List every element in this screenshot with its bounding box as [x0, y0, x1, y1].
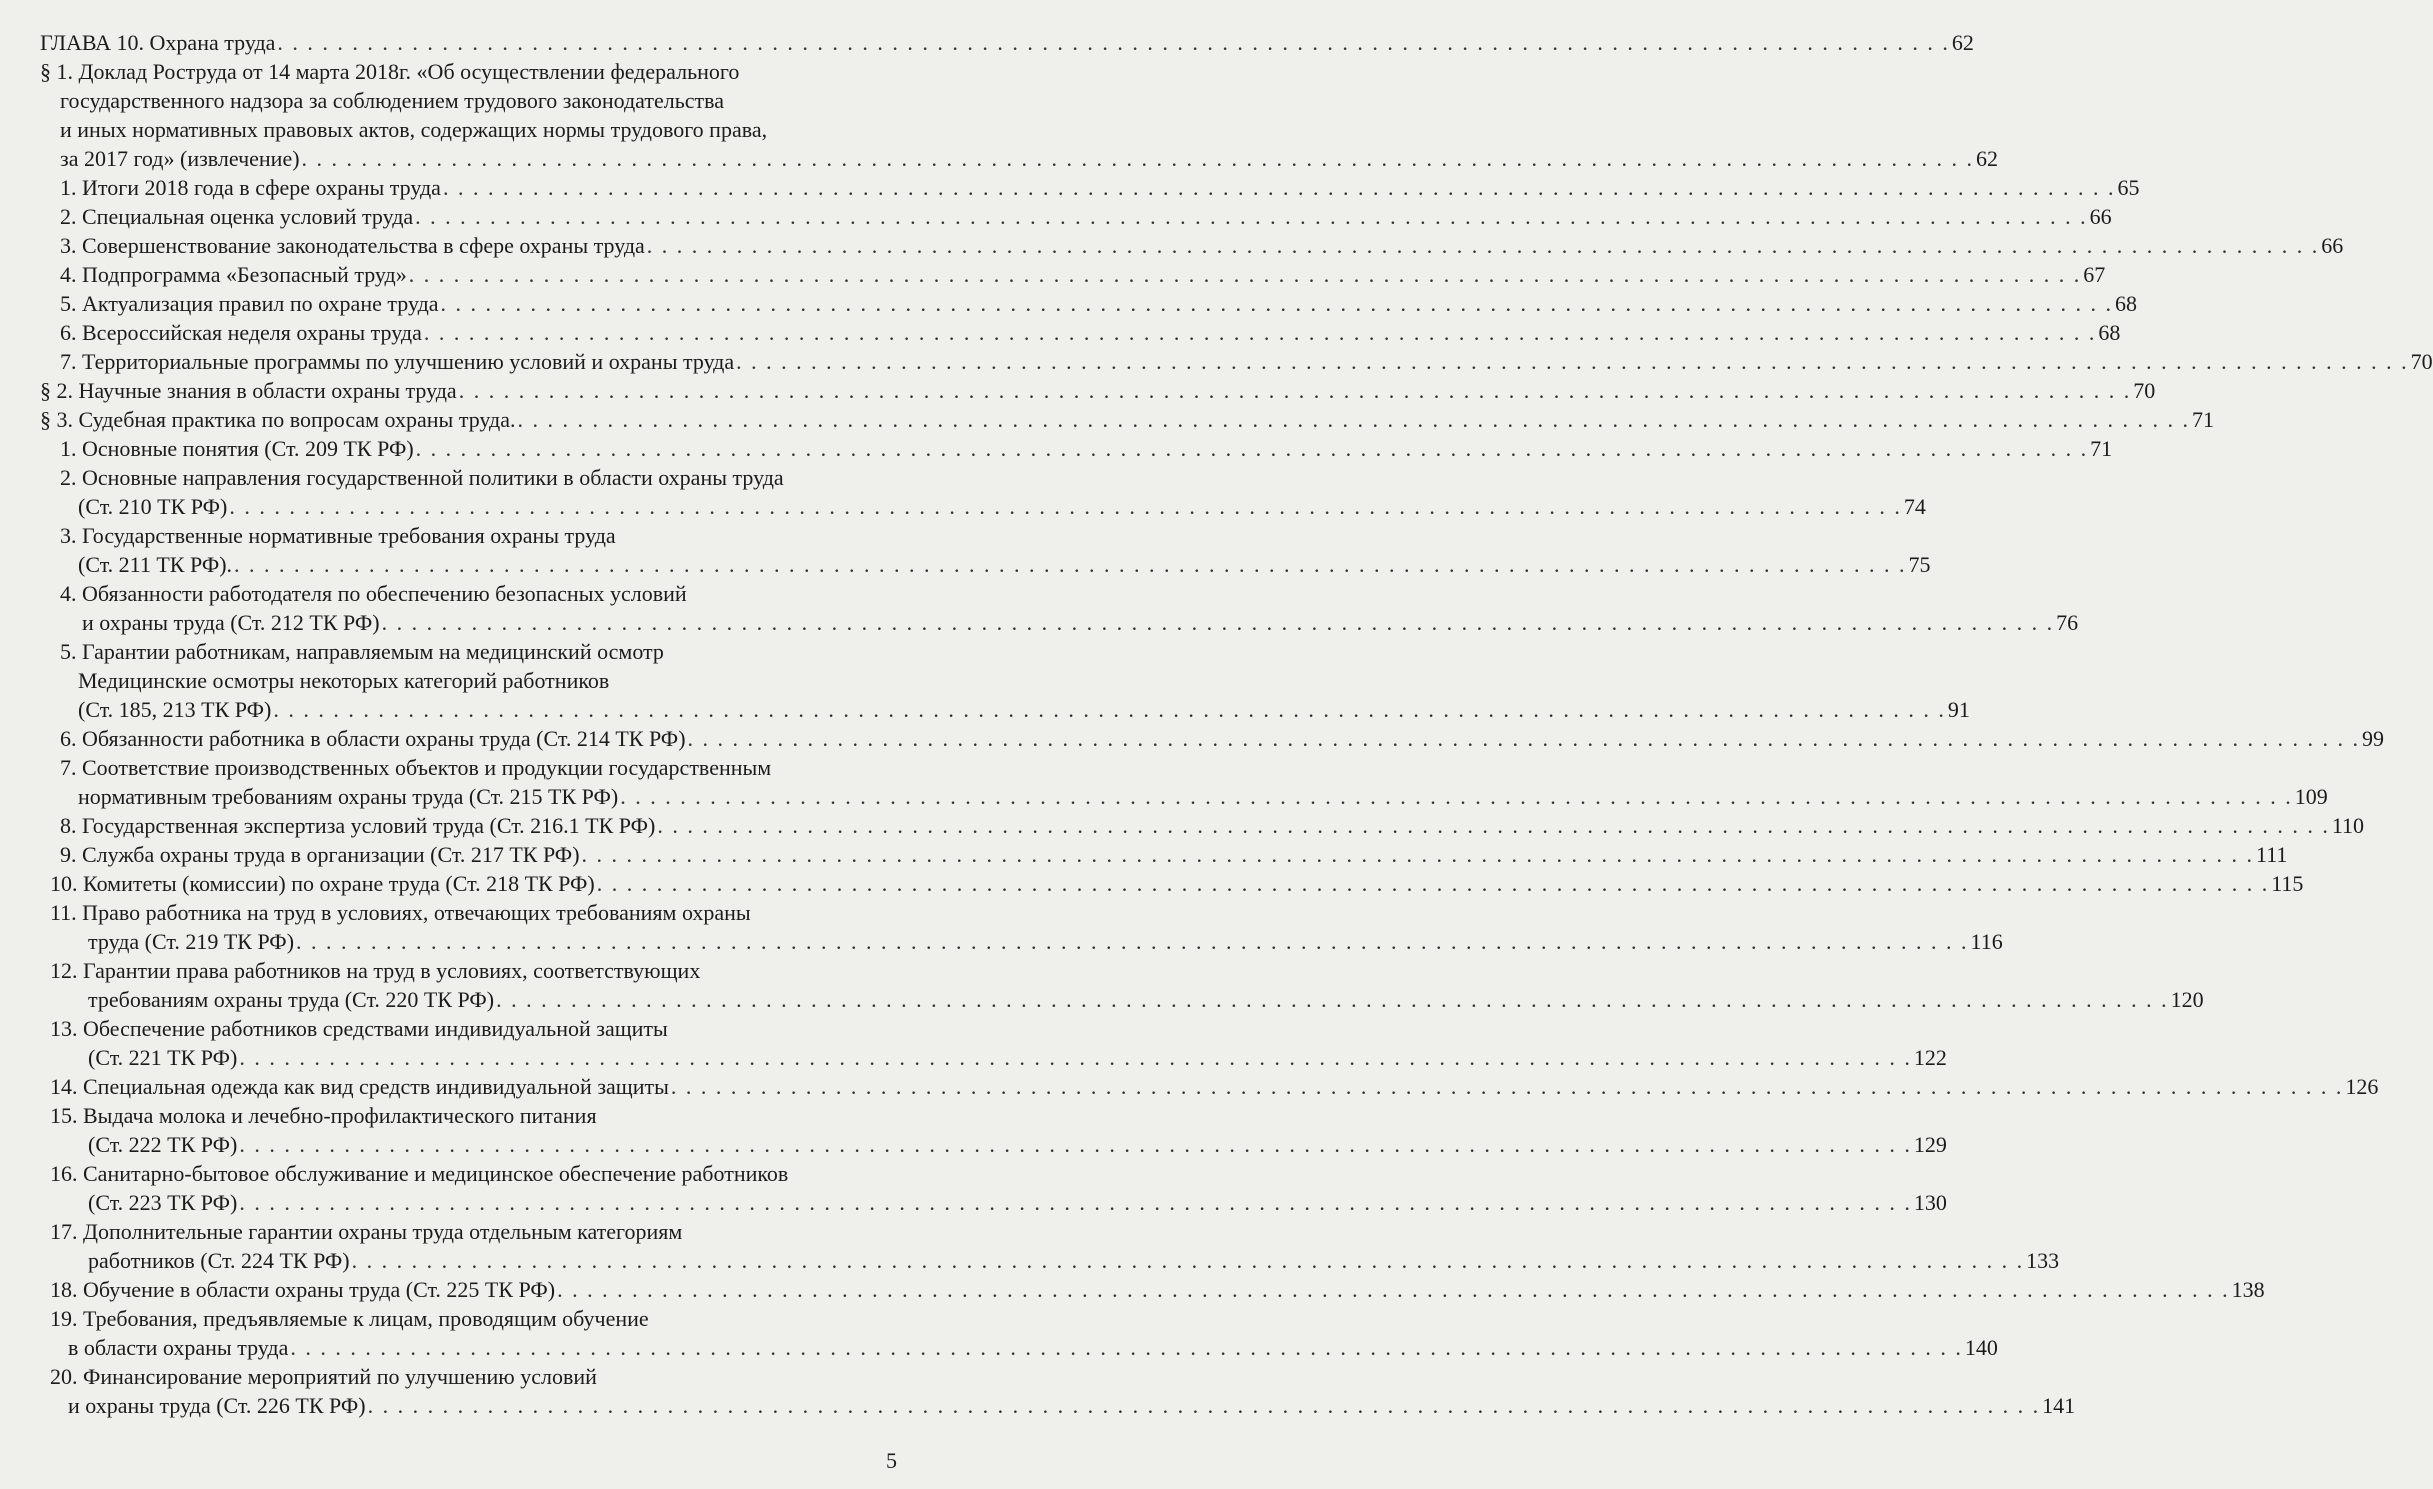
toc-entry-page: 99 [2362, 726, 2385, 751]
leader-dots: . . . . . . . . . . . . . . . . . . . . . . . . . . . . . . . . . . . . . . . . . . . . . . . . . . . . . . . . . . . . . . . . . . . . . . . . . . . . . . . . . . . . . . . . . . . . . . . . . . . . . . . . . . . . . . . . [277, 30, 1950, 55]
toc-entry-page: 67 [2083, 262, 2106, 287]
toc-entry-title: 3. Государственные нормативные требования охраны труда [60, 523, 616, 548]
toc-entry-title: 6. Обязанности работника в области охраны труда (Ст. 214 ТК РФ) [60, 726, 686, 751]
leader-dots: . . . . . . . . . . . . . . . . . . . . . . . . . . . . . . . . . . . . . . . . . . . . . . . . . . . . . . . . . . . . . . . . . . . . . . . . . . . . . . . . . . . . . . . . . . . . . . . . . . . . . . . . . . . . . . . . [273, 697, 1946, 722]
leader-dots: . . . . . . . . . . . . . . . . . . . . . . . . . . . . . . . . . . . . . . . . . . . . . . . . . . . . . . . . . . . . . . . . . . . . . . . . . . . . . . . . . . . . . . . . . . . . . . . . . . . . . . . . . . . . . . . . [239, 1190, 1912, 1215]
toc-entry-line [0, 434, 2113, 463]
toc-entry-title: § 1. Доклад Роструда от 14 марта 2018г. «Об осуществлении федерального [40, 59, 740, 84]
toc-entry[interactable] [0, 1072, 2379, 1101]
leader-dots: . . . . . . . . . . . . . . . . . . . . . . . . . . . . . . . . . . . . . . . . . . . . . . . . . . . . . . . . . . . . . . . . . . . . . . . . . . . . . . . . . . . . . . . . . . . . . . . . . . . . . . . . . . . . . . . . [290, 1335, 1963, 1360]
leader-dots: . . . . . . . . . . . . . . . . . . . . . . . . . . . . . . . . . . . . . . . . . . . . . . . . . . . . . . . . . . . . . . . . . . . . . . . . . . . . . . . . . . . . . . . . . . . . . . . . . . . . . . . . . . . . . . . . [440, 291, 2114, 316]
page-number: 5 [886, 1448, 897, 1473]
toc-entry-line [0, 1362, 953, 1391]
toc-entry-page: 110 [2331, 813, 2365, 838]
toc-entry-page: 130 [1913, 1190, 1947, 1215]
table-of-contents [0, 28, 2433, 1420]
toc-entry-page: 141 [2042, 1393, 2076, 1418]
toc-entry-line [0, 1188, 1947, 1217]
toc-entry-line [0, 231, 2344, 260]
toc-entry[interactable] [0, 28, 1974, 57]
toc-entry-title: 16. Санитарно-бытовое обслуживание и медицинское обеспечение работников [50, 1161, 789, 1186]
toc-entry-line [0, 1275, 2265, 1304]
toc-entry-page: 65 [2117, 175, 2140, 200]
leader-dots: . . . . . . . . . . . . . . . . . . . . . . . . . . . . . . . . . . . . . . . . . . . . . . . . . . . . . . . . . . . . . . . . . . . . . . . . . . . . . . . . . . . . . . . . . . . . . . . . . . . . . . . . . . . . . . . . [239, 1045, 1912, 1070]
toc-entry-line [0, 202, 2112, 231]
toc-entry[interactable] [0, 637, 1970, 724]
toc-entry-line [0, 985, 2204, 1014]
leader-dots: . . . . . . . . . . . . . . . . . . . . . . . . . . . . . . . . . . . . . . . . . . . . . . . . . . . . . . . . . . . . . . . . . . . . . . . . . . . . . . . . . . . . . . . . . . . . . . . . . . . . . . . . . . . . . . . . [646, 233, 2320, 258]
toc-entry-title: 20. Финансирование мероприятий по улучшению условий [50, 1364, 597, 1389]
toc-entry-line [0, 347, 2433, 376]
toc-entry-line [0, 521, 953, 550]
toc-entry-line [0, 57, 953, 86]
toc-entry-title: (Ст. 185, 213 ТК РФ) [78, 697, 272, 722]
toc-entry-line [0, 1304, 953, 1333]
toc-entry-page: 70 [2410, 349, 2433, 374]
toc-entry[interactable] [0, 521, 1931, 579]
toc-entry-title: 3. Совершенствование законодательства в сфере охраны труда [60, 233, 645, 258]
toc-entry-line [0, 1391, 2076, 1420]
toc-entry-title: труда (Ст. 219 ТК РФ) [88, 929, 295, 954]
toc-entry[interactable] [0, 898, 2003, 956]
toc-entry-title: 6. Всероссийская неделя охраны труда [60, 320, 422, 345]
toc-entry-page: 62 [1976, 146, 1999, 171]
toc-entry-line [0, 115, 953, 144]
toc-entry-page: 71 [2090, 436, 2113, 461]
toc-entry-page: 122 [1913, 1045, 1947, 1070]
toc-entry-title: и охраны труда (Ст. 212 ТК РФ) [82, 610, 380, 635]
toc-entry-page: 115 [2271, 871, 2304, 896]
leader-dots: . . . . . . . . . . . . . . . . . . . . . . . . . . . . . . . . . . . . . . . . . . . . . . . . . . . . . . . . . . . . . . . . . . . . . . . . . . . . . . . . . . . . . . . . . . . . . . . . . . . . . . . . . . . . . . . . [458, 378, 2132, 403]
toc-entry[interactable] [0, 318, 2121, 347]
toc-entry-line [0, 1217, 953, 1246]
toc-entry[interactable] [0, 1304, 1998, 1362]
toc-entry-line [0, 28, 1974, 57]
toc-entry-title: 8. Государственная экспертиза условий труда (Ст. 216.1 ТК РФ) [60, 813, 656, 838]
toc-entry-title: 2. Основные направления государственной политики в области охраны труда [60, 465, 784, 490]
toc-entry-title: 7. Территориальные программы по улучшению условий и охраны труда [60, 349, 735, 374]
toc-entry[interactable] [0, 811, 2365, 840]
leader-dots: . . . . . . . . . . . . . . . . . . . . . . . . . . . . . . . . . . . . . . . . . . . . . . . . . . . . . . . . . . . . . . . . . . . . . . . . . . . . . . . . . . . . . . . . . . . . . . . . . . . . . . . . . . . . . . . . [670, 1074, 2344, 1099]
toc-entry-title: за 2017 год» (извлечение) [60, 146, 300, 171]
toc-entry-title: 18. Обучение в области охраны труда (Ст. 225 ТК РФ) [50, 1277, 556, 1302]
toc-entry-page: 68 [2098, 320, 2121, 345]
leader-dots: . . . . . . . . . . . . . . . . . . . . . . . . . . . . . . . . . . . . . . . . . . . . . . . . . . . . . . . . . . . . . . . . . . . . . . . . . . . . . . . . . . . . . . . . . . . . . . . . . . . . . . . . . . . . . . . . [296, 929, 1969, 954]
toc-entry-title: 5. Гарантии работникам, направляемым на медицинский осмотр [60, 639, 664, 664]
toc-entry-page: 75 [1908, 552, 1931, 577]
toc-entry-page: 62 [1951, 30, 1974, 55]
toc-entry-title: 11. Право работника на труд в условиях, отвечающих требованиям охраны [50, 900, 751, 925]
leader-dots: . . . . . . . . . . . . . . . . . . . . . . . . . . . . . . . . . . . . . . . . . . . . . . . . . . . . . . . . . . . . . . . . . . . . . . . . . . . . . . . . . . . . . . . . . . . . . . . . . . . . . . . . . . . . . . . . [442, 175, 2116, 200]
toc-entry-line [0, 260, 2106, 289]
toc-entry[interactable] [0, 956, 2204, 1014]
toc-entry[interactable] [0, 1159, 1947, 1217]
toc-entry[interactable] [0, 579, 2079, 637]
toc-entry-page: 91 [1947, 697, 1970, 722]
toc-entry-title: и охраны труда (Ст. 226 ТК РФ) [68, 1393, 366, 1418]
toc-entry[interactable] [0, 724, 2385, 753]
toc-entry-line [0, 869, 2304, 898]
toc-entry[interactable] [0, 289, 2138, 318]
leader-dots: . . . . . . . . . . . . . . . . . . . . . . . . . . . . . . . . . . . . . . . . . . . . . . . . . . . . . . . . . . . . . . . . . . . . . . . . . . . . . . . . . . . . . . . . . . . . . . . . . . . . . . . . . . . . . . . . [657, 813, 2330, 838]
toc-entry-title: требованиям охраны труда (Ст. 220 ТК РФ) [88, 987, 495, 1012]
toc-entry[interactable] [0, 405, 2214, 434]
toc-entry-title: работников (Ст. 224 ТК РФ) [88, 1248, 350, 1273]
toc-entry-page: 126 [2345, 1074, 2379, 1099]
toc-entry-line [0, 898, 953, 927]
toc-entry-title: 1. Итоги 2018 года в сфере охраны труда [60, 175, 441, 200]
leader-dots: . . . . . . . . . . . . . . . . . . . . . . . . . . . . . . . . . . . . . . . . . . . . . . . . . . . . . . . . . . . . . . . . . . . . . . . . . . . . . . . . . . . . . . . . . . . . . . . . . . . . . . . . . . . . . . . . [229, 494, 1902, 519]
toc-entry-page: 66 [2089, 204, 2112, 229]
toc-entry-page: 133 [2026, 1248, 2060, 1273]
leader-dots: . . . . . . . . . . . . . . . . . . . . . . . . . . . . . . . . . . . . . . . . . . . . . . . . . . . . . . . . . . . . . . . . . . . . . . . . . . . . . . . . . . . . . . . . . . . . . . . . . . . . . . . . . . . . . . . . [496, 987, 2169, 1012]
toc-entry-title: § 3. Судебная практика по вопросам охраны труда. [40, 407, 516, 432]
toc-entry-title: 7. Соответствие производственных объектов и продукции государственным [60, 755, 772, 780]
leader-dots: . . . . . . . . . . . . . . . . . . . . . . . . . . . . . . . . . . . . . . . . . . . . . . . . . . . . . . . . . . . . . . . . . . . . . . . . . . . . . . . . . . . . . . . . . . . . . . . . . . . . . . . . . . . . . . . . [415, 204, 2088, 229]
toc-entry-title: 4. Подпрограмма «Безопасный труд» [60, 262, 407, 287]
toc-entry-line [0, 173, 2140, 202]
toc-entry-title: 1. Основные понятия (Ст. 209 ТК РФ) [60, 436, 414, 461]
toc-entry[interactable] [0, 173, 2140, 202]
leader-dots: . . . . . . . . . . . . . . . . . . . . . . . . . . . . . . . . . . . . . . . . . . . . . . . . . . . . . . . . . . . . . . . . . . . . . . . . . . . . . . . . . . . . . . . . . . . . . . . . . . . . . . . . . . . . . . . . [423, 320, 2097, 345]
leader-dots: . . . . . . . . . . . . . . . . . . . . . . . . . . . . . . . . . . . . . . . . . . . . . . . . . . . . . . . . . . . . . . . . . . . . . . . . . . . . . . . . . . . . . . . . . . . . . . . . . . . . . . . . . . . . . . . . [351, 1248, 2025, 1273]
toc-entry-line [0, 724, 2385, 753]
toc-entry-title: в области охраны труда [68, 1335, 289, 1360]
toc-entry-page: 66 [2321, 233, 2344, 258]
toc-entry-title: 15. Выдача молока и лечебно-профилактического питания [50, 1103, 597, 1128]
toc-entry-line [0, 550, 1931, 579]
toc-entry-title: и иных нормативных правовых актов, содержащих нормы трудового права, [60, 117, 768, 142]
toc-entry-title: государственного надзора за соблюдением трудового законодательства [60, 88, 724, 113]
toc-entry-title: (Ст. 210 ТК РФ) [78, 494, 228, 519]
toc-entry-title: 13. Обеспечение работников средствами индивидуальной защиты [50, 1016, 668, 1041]
toc-entry-line [0, 86, 953, 115]
toc-entry-line [0, 1159, 953, 1188]
toc-entry-line [0, 144, 1999, 173]
toc-entry-line [0, 376, 2156, 405]
toc-entry[interactable] [0, 376, 2156, 405]
toc-entry-line [0, 666, 953, 695]
leader-dots: . . . . . . . . . . . . . . . . . . . . . . . . . . . . . . . . . . . . . . . . . . . . . . . . . . . . . . . . . . . . . . . . . . . . . . . . . . . . . . . . . . . . . . . . . . . . . . . . . . . . . . . . . . . . . . . . [367, 1393, 2041, 1418]
toc-entry-title: 19. Требования, предъявляемые к лицам, проводящим обучение [50, 1306, 649, 1331]
leader-dots: . . . . . . . . . . . . . . . . . . . . . . . . . . . . . . . . . . . . . . . . . . . . . . . . . . . . . . . . . . . . . . . . . . . . . . . . . . . . . . . . . . . . . . . . . . . . . . . . . . . . . . . . . . . . . . . . [381, 610, 2055, 635]
toc-entry-line [0, 1130, 1947, 1159]
toc-entry-line [0, 579, 953, 608]
toc-entry-title: § 2. Научные знания в области охраны труда [40, 378, 457, 403]
toc-entry-line [0, 782, 2328, 811]
toc-entry-title: 5. Актуализация правил по охране труда [60, 291, 439, 316]
toc-entry[interactable] [0, 1275, 2265, 1304]
toc-entry-line [0, 637, 953, 666]
toc-entry[interactable] [0, 463, 1926, 521]
toc-entry[interactable] [0, 1101, 1947, 1159]
toc-entry[interactable] [0, 260, 2106, 289]
toc-entry-title: 2. Специальная оценка условий труда [60, 204, 414, 229]
toc-entry-line [0, 492, 1926, 521]
toc-entry-title: 12. Гарантии права работников на труд в условиях, соответствующих [50, 958, 701, 983]
leader-dots: . . . . . . . . . . . . . . . . . . . . . . . . . . . . . . . . . . . . . . . . . . . . . . . . . . . . . . . . . . . . . . . . . . . . . . . . . . . . . . . . . . . . . . . . . . . . . . . . . . . . . . . . . . . . . . . . [581, 842, 2255, 867]
toc-entry-line [0, 289, 2138, 318]
toc-entry-page: 116 [1970, 929, 2003, 954]
leader-dots: . . . . . . . . . . . . . . . . . . . . . . . . . . . . . . . . . . . . . . . . . . . . . . . . . . . . . . . . . . . . . . . . . . . . . . . . . . . . . . . . . . . . . . . . . . . . . . . . . . . . . . . . . . . . . . . . [736, 349, 2409, 374]
toc-entry-line [0, 1014, 953, 1043]
leader-dots: . . . . . . . . . . . . . . . . . . . . . . . . . . . . . . . . . . . . . . . . . . . . . . . . . . . . . . . . . . . . . . . . . . . . . . . . . . . . . . . . . . . . . . . . . . . . . . . . . . . . . . . . . . . . . . . . [415, 436, 2089, 461]
leader-dots: . . . . . . . . . . . . . . . . . . . . . . . . . . . . . . . . . . . . . . . . . . . . . . . . . . . . . . . . . . . . . . . . . . . . . . . . . . . . . . . . . . . . . . . . . . . . . . . . . . . . . . . . . . . . . . . . [620, 784, 2293, 809]
leader-dots: . . . . . . . . . . . . . . . . . . . . . . . . . . . . . . . . . . . . . . . . . . . . . . . . . . . . . . . . . . . . . . . . . . . . . . . . . . . . . . . . . . . . . . . . . . . . . . . . . . . . . . . . . . . . . . . . [557, 1277, 2230, 1302]
toc-entry-line [0, 1333, 1998, 1362]
toc-entry[interactable] [0, 1014, 1947, 1072]
toc-entry-page: 71 [2191, 407, 2214, 432]
toc-entry-line [0, 840, 2288, 869]
toc-entry-page: 138 [2231, 1277, 2265, 1302]
toc-entry-line [0, 608, 2079, 637]
toc-entry-line [0, 1246, 2060, 1275]
toc-entry-line [0, 405, 2214, 434]
toc-entry-line [0, 811, 2365, 840]
leader-dots: . . . . . . . . . . . . . . . . . . . . . . . . . . . . . . . . . . . . . . . . . . . . . . . . . . . . . . . . . . . . . . . . . . . . . . . . . . . . . . . . . . . . . . . . . . . . . . . . . . . . . . . . . . . . . . . . [517, 407, 2190, 432]
toc-entry-title: ГЛАВА 10. Охрана труда [40, 30, 276, 55]
toc-entry-title: нормативным требованиям охраны труда (Ст. 215 ТК РФ) [78, 784, 619, 809]
toc-entry-line [0, 1101, 953, 1130]
toc-entry-page: 111 [2256, 842, 2288, 867]
toc-entry-line [0, 695, 1970, 724]
toc-entry-line [0, 956, 953, 985]
leader-dots: . . . . . . . . . . . . . . . . . . . . . . . . . . . . . . . . . . . . . . . . . . . . . . . . . . . . . . . . . . . . . . . . . . . . . . . . . . . . . . . . . . . . . . . . . . . . . . . . . . . . . . . . . . . . . . . . [234, 552, 1907, 577]
toc-entry-page: 109 [2294, 784, 2328, 809]
toc-entry[interactable] [0, 1362, 2076, 1420]
toc-entry-title: 4. Обязанности работодателя по обеспечению безопасных условий [60, 581, 687, 606]
leader-dots: . . . . . . . . . . . . . . . . . . . . . . . . . . . . . . . . . . . . . . . . . . . . . . . . . . . . . . . . . . . . . . . . . . . . . . . . . . . . . . . . . . . . . . . . . . . . . . . . . . . . . . . . . . . . . . . . [687, 726, 2361, 751]
toc-entry-page: 74 [1903, 494, 1926, 519]
toc-entry-title: (Ст. 211 ТК РФ). [78, 552, 233, 577]
toc-entry-title: 14. Специальная одежда как вид средств индивидуальной защиты [50, 1074, 669, 1099]
toc-entry-title: 9. Служба охраны труда в организации (Ст. 217 ТК РФ) [60, 842, 580, 867]
toc-entry-title: (Ст. 223 ТК РФ) [88, 1190, 238, 1215]
toc-entry-page: 129 [1913, 1132, 1947, 1157]
toc-entry-line [0, 1043, 1947, 1072]
toc-entry-title: (Ст. 221 ТК РФ) [88, 1045, 238, 1070]
leader-dots: . . . . . . . . . . . . . . . . . . . . . . . . . . . . . . . . . . . . . . . . . . . . . . . . . . . . . . . . . . . . . . . . . . . . . . . . . . . . . . . . . . . . . . . . . . . . . . . . . . . . . . . . . . . . . . . . [408, 262, 2082, 287]
toc-entry-line [0, 927, 2003, 956]
toc-entry-line [0, 463, 953, 492]
toc-entry-title: Медицинские осмотры некоторых категорий работников [78, 668, 610, 693]
toc-entry-page: 140 [1964, 1335, 1998, 1360]
toc-entry[interactable] [0, 1217, 2060, 1275]
toc-entry-title: (Ст. 222 ТК РФ) [88, 1132, 238, 1157]
toc-entry-line [0, 318, 2121, 347]
toc-entry[interactable] [0, 347, 2433, 376]
leader-dots: . . . . . . . . . . . . . . . . . . . . . . . . . . . . . . . . . . . . . . . . . . . . . . . . . . . . . . . . . . . . . . . . . . . . . . . . . . . . . . . . . . . . . . . . . . . . . . . . . . . . . . . . . . . . . . . . [239, 1132, 1912, 1157]
toc-entry-page: 120 [2170, 987, 2204, 1012]
toc-entry-title: 10. Комитеты (комиссии) по охране труда (Ст. 218 ТК РФ) [50, 871, 595, 896]
toc-entry[interactable] [0, 840, 2288, 869]
toc-entry-page: 68 [2115, 291, 2138, 316]
toc-entry[interactable] [0, 753, 2328, 811]
toc-entry-line [0, 753, 953, 782]
toc-entry-line [0, 1072, 2379, 1101]
leader-dots: . . . . . . . . . . . . . . . . . . . . . . . . . . . . . . . . . . . . . . . . . . . . . . . . . . . . . . . . . . . . . . . . . . . . . . . . . . . . . . . . . . . . . . . . . . . . . . . . . . . . . . . . . . . . . . . . [301, 146, 1975, 171]
toc-entry[interactable] [0, 202, 2112, 231]
toc-entry[interactable] [0, 231, 2344, 260]
toc-entry[interactable] [0, 57, 1999, 173]
toc-entry[interactable] [0, 434, 2113, 463]
toc-entry[interactable] [0, 869, 2304, 898]
toc-entry-title: 17. Дополнительные гарантии охраны труда отдельным категориям [50, 1219, 683, 1244]
toc-entry-page: 70 [2133, 378, 2156, 403]
leader-dots: . . . . . . . . . . . . . . . . . . . . . . . . . . . . . . . . . . . . . . . . . . . . . . . . . . . . . . . . . . . . . . . . . . . . . . . . . . . . . . . . . . . . . . . . . . . . . . . . . . . . . . . . . . . . . . . . [596, 871, 2270, 896]
toc-entry-page: 76 [2056, 610, 2079, 635]
